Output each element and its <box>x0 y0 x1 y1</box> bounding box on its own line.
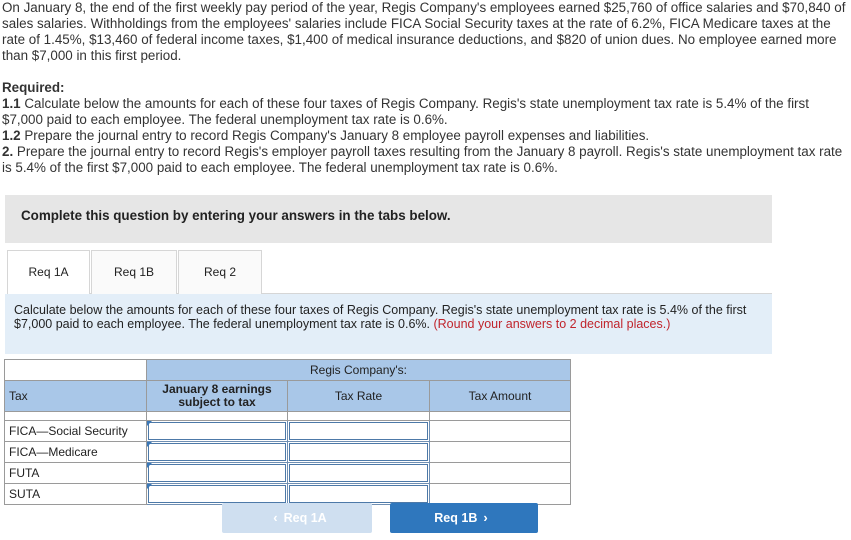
req-2-text: Prepare the journal entry to record Regis's employer payroll taxes resulting from the January 8 payroll. Regis's state unemployment tax rate is 5.4% of the first $7,000 paid to each employee. The federal unemployment tax rate is 0.6%. <box>2 144 843 175</box>
table-row <box>5 463 571 484</box>
problem-intro: On January 8, the end of the first weekly pay period of the year, Regis Company's employees earned $25,760 of office salaries and $70,840 of sales salaries. Withholdings from the employees' salaries include FICA Social Security taxes at the rate of 6.2%, FICA Medicare taxes at the rate of 1.45%, $13,460 of federal income taxes, $1,400 of medical insurance deductions, and $820 of union dues. No employee earned more than $7,000 in this first period. <box>2 0 846 63</box>
input-marker-icon <box>147 463 152 468</box>
table-row <box>5 421 571 442</box>
row-label-medicare: FICA—Medicare <box>5 442 147 463</box>
input-box[interactable] <box>289 485 428 503</box>
input-marker-icon <box>147 442 152 447</box>
instruction-body: Calculate below the amounts for each of these four taxes of Regis Company. Regis's state unemployment tax rate is 5.4% of the first $7,000 paid to each employee. The federal unemployment tax rate is 0.6%. <box>14 303 747 331</box>
row-label-suta: SUTA <box>5 484 147 505</box>
rounding-note: (Round your answers to 2 decimal places.) <box>433 317 671 331</box>
chevron-left-icon: ‹ <box>273 510 278 525</box>
complete-question-banner <box>5 195 772 243</box>
earnings-input-medicare[interactable] <box>147 442 288 463</box>
row-label-futa: FUTA <box>5 463 147 484</box>
amount-cell-suta <box>430 484 571 505</box>
req-2 <box>2 144 850 176</box>
tax-table <box>4 359 571 505</box>
input-box[interactable] <box>148 422 286 440</box>
amount-cell-medicare <box>430 442 571 463</box>
req-2-number: 2. <box>2 144 14 159</box>
spacer-row <box>5 412 571 421</box>
col-header-tax-amount: Tax Amount <box>430 381 571 412</box>
rate-input-suta[interactable] <box>288 484 430 505</box>
col-header-earnings: January 8 earnings subject to tax <box>147 381 288 412</box>
earnings-input-social-security[interactable] <box>147 421 288 442</box>
table-title: Regis Company's: <box>147 360 571 381</box>
input-box[interactable] <box>148 485 286 503</box>
req-1-1 <box>2 96 850 128</box>
instruction-panel <box>5 294 772 354</box>
prev-button-label: Req 1A <box>283 511 327 525</box>
earnings-input-suta[interactable] <box>147 484 288 505</box>
input-box[interactable] <box>289 464 428 482</box>
chevron-right-icon: › <box>483 510 488 525</box>
input-marker-icon <box>147 421 152 426</box>
requirements <box>2 80 850 176</box>
input-box[interactable] <box>289 443 428 461</box>
amount-cell-futa <box>430 463 571 484</box>
tab-req-1a[interactable]: Req 1A <box>7 250 90 295</box>
input-box[interactable] <box>148 464 286 482</box>
input-marker-icon <box>147 484 152 489</box>
table-row <box>5 442 571 463</box>
row-label-social-security: FICA—Social Security <box>5 421 147 442</box>
table-row <box>5 484 571 505</box>
earnings-input-futa[interactable] <box>147 463 288 484</box>
col-header-tax-rate: Tax Rate <box>288 381 430 412</box>
rate-input-medicare[interactable] <box>288 442 430 463</box>
req-1-1-text: Calculate below the amounts for each of these four taxes of Regis Company. Regis's state unemployment tax rate is 5.4% of the first $7,000 paid to each employee. The federal unemployment tax rate is 0.6%. <box>2 96 809 127</box>
prev-button[interactable] <box>222 503 372 533</box>
next-button[interactable] <box>390 503 538 533</box>
req-1-2 <box>2 128 850 144</box>
req-1-1-number: 1.1 <box>2 96 21 111</box>
required-label: Required: <box>2 80 65 95</box>
input-box[interactable] <box>148 443 286 461</box>
col-header-tax: Tax <box>5 381 147 412</box>
req-1-2-number: 1.2 <box>2 128 21 143</box>
req-1-2-text: Prepare the journal entry to record Regis Company's January 8 employee payroll expenses and liabilities. <box>20 128 650 143</box>
rate-input-futa[interactable] <box>288 463 430 484</box>
instruction-text <box>14 303 759 331</box>
next-button-label: Req 1B <box>434 511 478 525</box>
complete-question-text: Complete this question by entering your answers in the tabs below. <box>21 208 451 223</box>
tab-req-1b[interactable]: Req 1B <box>91 250 177 294</box>
amount-cell-social-security <box>430 421 571 442</box>
tab-req-2[interactable]: Req 2 <box>178 250 262 294</box>
rate-input-social-security[interactable] <box>288 421 430 442</box>
input-box[interactable] <box>289 422 428 440</box>
